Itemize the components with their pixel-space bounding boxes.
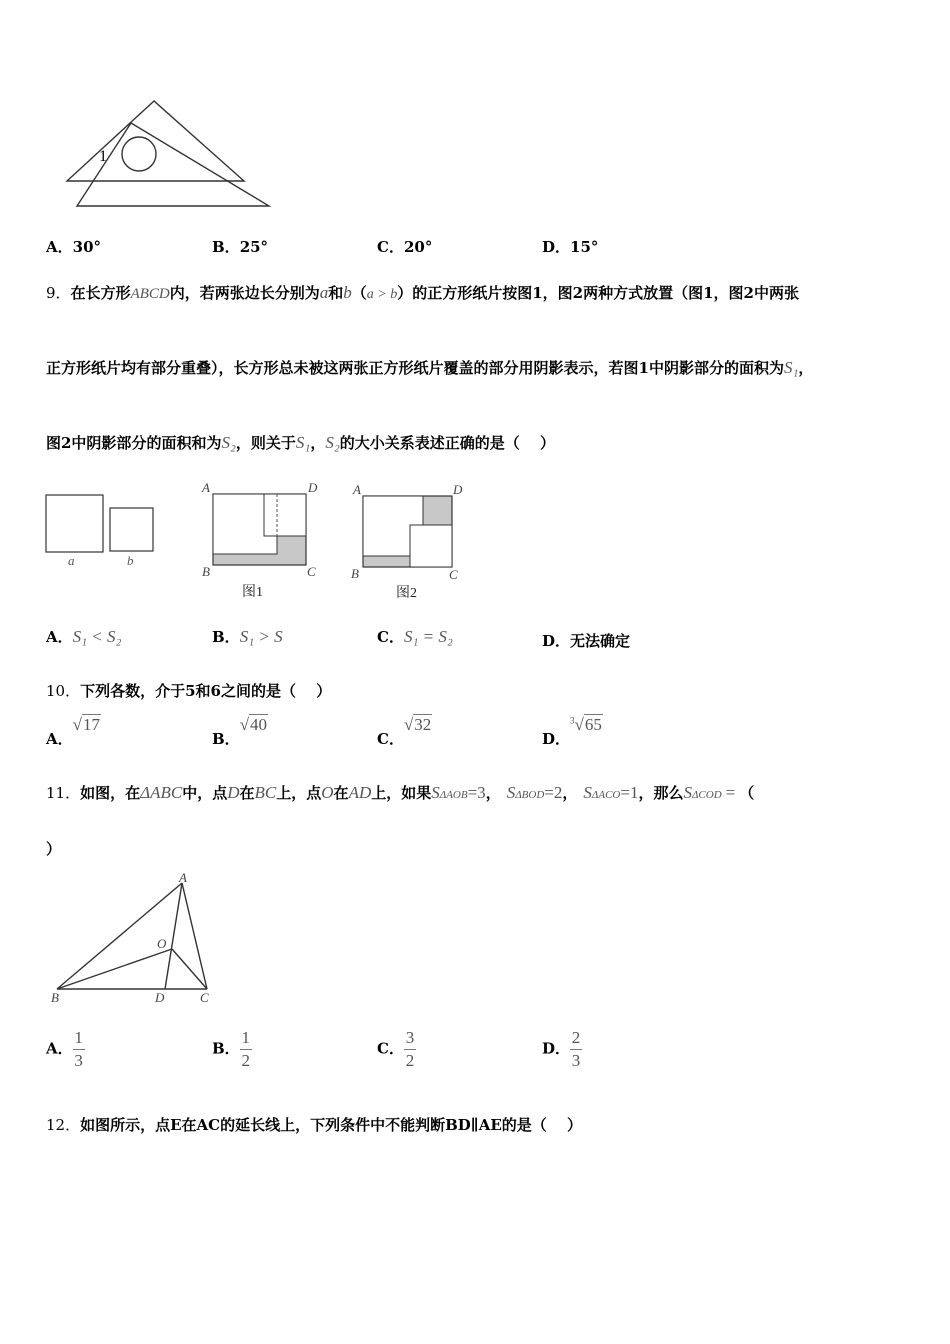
- label-b: b: [127, 553, 134, 568]
- q8-triangle-figure: [55, 95, 280, 213]
- svg-text:C: C: [307, 564, 316, 579]
- q11-option-d[interactable]: D． $\frac{2}{3}$: [542, 1028, 581, 1070]
- q11-option-a[interactable]: A． $\frac{1}{3}$: [46, 1028, 83, 1070]
- fig1-caption: 图1: [242, 585, 263, 600]
- q11-triangle-figure: [45, 868, 225, 1010]
- q9-option-a[interactable]: A．S₁ < S₂: [46, 627, 122, 646]
- q9-line2: 正方形纸片均有部分重叠），长方形总未被这两张正方形纸片覆盖的部分用阴影表示，若图1中阴影部分的面积为S₁，: [46, 358, 814, 377]
- svg-text:A: A: [353, 482, 361, 497]
- vertex-a: A: [179, 870, 187, 885]
- q10-stem: 10．下列各数，介于5和6之间的是（ ）: [46, 682, 332, 700]
- q9-line1: 9．在长方形ABCD内，若两张边长分别为a和b（a > b）的正方形纸片按图1，图2两种方式放置（图1，图2中两张: [46, 283, 799, 302]
- q8-option-b[interactable]: B．25°: [212, 238, 269, 256]
- fig2-caption: 图2: [396, 586, 417, 601]
- fraction: $\frac{2}{3}$: [571, 1028, 581, 1070]
- q8-option-c[interactable]: C．20°: [377, 238, 433, 256]
- inscribed-circle: [122, 137, 156, 171]
- svg-text:B: B: [202, 564, 210, 579]
- square-a: [46, 495, 103, 552]
- svg-text:D: D: [453, 482, 463, 497]
- fraction: $\frac{1}{2}$: [241, 1028, 250, 1070]
- q10-option-a[interactable]: A．√17: [46, 715, 100, 748]
- svg-text:B: B: [351, 566, 359, 581]
- svg-text:D: D: [308, 480, 318, 495]
- q12-stem: 12．如图所示，点E在AC的延长线上，下列条件中不能判断BD∥AE的是（ ）: [46, 1116, 583, 1134]
- fraction: $\frac{1}{3}$: [74, 1028, 83, 1070]
- q9-figures: [40, 478, 480, 603]
- q11-close-paren: ）: [46, 840, 62, 858]
- q11-option-b[interactable]: B． $\frac{1}{2}$: [212, 1028, 250, 1070]
- upper-triangle: [67, 101, 244, 181]
- q8-option-d[interactable]: D．15°: [542, 238, 599, 256]
- figure-2: [351, 482, 463, 601]
- figure-1: [201, 480, 318, 600]
- label-a: a: [68, 553, 75, 568]
- vertex-d: D: [155, 990, 165, 1005]
- q9-option-b[interactable]: B．S₁ > S: [212, 627, 283, 646]
- q11-stem: 11．如图，在ΔABC中，点D在BC上，点O在AD上，如果SΔAOB=3， SΔBOD=2， SΔACO=1，那么SΔCOD = （: [46, 783, 755, 802]
- q10-option-b[interactable]: B．√40: [212, 715, 268, 748]
- vertex-b: B: [51, 990, 59, 1005]
- angle-label-1: 1: [99, 148, 107, 165]
- q9-option-c[interactable]: C．S₁ = S₂: [377, 627, 453, 646]
- q11-option-c[interactable]: C． $\frac{3}{2}$: [377, 1028, 415, 1070]
- vertex-c: C: [200, 990, 209, 1005]
- q9-option-d[interactable]: D．无法确定: [542, 632, 631, 650]
- fraction: $\frac{3}{2}$: [405, 1028, 415, 1070]
- square-b: [110, 508, 153, 551]
- q8-option-a[interactable]: A．30°: [46, 238, 102, 256]
- vertex-o: O: [157, 936, 167, 951]
- q10-option-c[interactable]: C．√32: [377, 715, 432, 748]
- q9-line3: 图2中阴影部分的面积和为S₂，则关于S₁，S₂的大小关系表述正确的是（ ）: [46, 433, 555, 452]
- svg-text:C: C: [449, 567, 458, 582]
- svg-text:A: A: [202, 480, 210, 495]
- q10-option-d[interactable]: D．$^3$√65: [542, 715, 602, 748]
